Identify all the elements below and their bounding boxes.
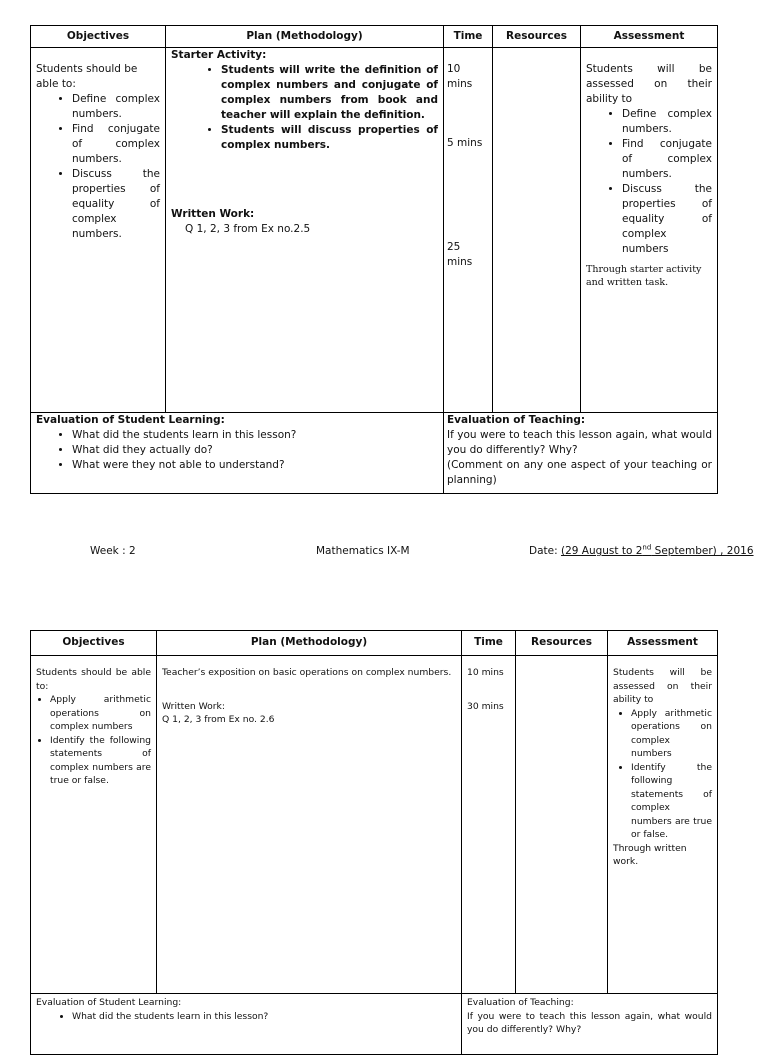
written-work-label: Written Work: [171,208,255,220]
header-assessment: Assessment [581,26,718,48]
assessment-cell [608,656,718,994]
time-value: 25 mins [447,241,473,268]
evaluation-teaching-label: Evaluation of Teaching: [467,997,574,1008]
assessment-cell [581,48,718,413]
evaluation-teaching-label: Evaluation of Teaching: [447,414,586,426]
resources-cell [516,656,608,994]
time-cell [462,656,516,994]
assessment-note: Through starter activity and written task. [586,264,702,288]
evaluation-learning-item: • What did the students learn in this lesson? [72,428,438,443]
header-time: Time [444,26,493,48]
subject-label: Mathematics IX-M [316,545,410,557]
evaluation-learning-item: • What were they not able to understand? [72,458,438,473]
assessment-item: • Discuss the properties of equality of complex numbers [622,182,712,257]
evaluation-learning-label: Evaluation of Student Learning: [36,414,225,426]
time-value: 30 mins [467,700,504,712]
header-objectives: Objectives [31,631,157,656]
header-resources: Resources [493,26,581,48]
evaluation-learning-cell [31,994,462,1055]
objectives-intro: Students should be able to: [36,667,151,692]
header-resources: Resources [516,631,608,656]
resources-cell [493,48,581,413]
assessment-item: • Find conjugate of complex numbers. [622,137,712,182]
plan-cell [157,656,462,994]
date-label: Date: [529,545,558,557]
time-value: 10 mins [467,667,504,678]
header-assessment: Assessment [608,631,718,656]
date-value: (29 August to 2nd September) , 2016 [560,543,754,557]
objective-item: • Identify the following statements of complex numbers are true or false. [50,734,151,788]
evaluation-teaching-text: If you were to teach this lesson again, what would you do differently? Why? [467,1010,712,1035]
objective-item: • Find conjugate of complex numbers. [72,122,160,167]
evaluation-learning-item: • What did the students learn in this lesson? [72,1010,456,1024]
evaluation-learning-label: Evaluation of Student Learning: [36,997,182,1008]
assessment-intro: Students will be assessed on their ability to [586,63,712,105]
assessment-item: • Define complex numbers. [622,107,712,137]
lesson-plan-table-1 [30,25,718,494]
header-time: Time [462,631,516,656]
evaluation-learning-item: • What did they actually do? [72,443,438,458]
assessment-note: Through written work. [613,842,687,867]
written-work-text: Q 1, 2, 3 from Ex no.2.5 [185,223,311,235]
assessment-item: • Apply arithmetic operations on complex numbers [631,707,712,761]
plan-cell [166,48,444,413]
written-work-text: Q 1, 2, 3 from Ex no. 2.6 [162,714,275,725]
time-value: 10 mins [447,63,473,90]
date-line [529,545,754,557]
header-plan: Plan (Methodology) [166,26,444,48]
evaluation-teaching-cell [444,413,718,494]
time-value: 5 mins [447,137,483,149]
evaluation-teaching-text: If you were to teach this lesson again, what would you do differently? Why? [447,429,712,456]
evaluation-teaching-note: (Comment on any one aspect of your teaching or planning) [447,459,712,486]
header-objectives: Objectives [31,26,166,48]
objective-item: • Discuss the properties of equality of complex numbers. [72,167,160,242]
starter-item: • Students will discuss properties of complex numbers. [221,123,438,153]
starter-item: • Students will write the definition of complex numbers and conjugate of complex numbers from book and teacher will explain the definition. [221,63,438,123]
evaluation-teaching-cell [462,994,718,1055]
header-plan: Plan (Methodology) [157,631,462,656]
objectives-intro: Students should be able to: [36,63,138,90]
evaluation-learning-cell [31,413,444,494]
starter-activity-label: Starter Activity: [171,49,267,61]
plan-text: Teacher’s exposition on basic operations on complex numbers. [162,667,452,678]
lesson-plan-table-2 [30,630,718,1055]
assessment-item: • Identify the following statements of complex numbers are true or false. [631,761,712,842]
objective-item: • Apply arithmetic operations on complex numbers [50,693,151,734]
objectives-cell [31,48,166,413]
objective-item: • Define complex numbers. [72,92,160,122]
assessment-intro: Students will be assessed on their ability to [613,667,712,705]
objectives-cell [31,656,157,994]
time-cell [444,48,493,413]
week-label: Week : 2 [90,545,136,557]
written-work-label: Written Work: [162,700,225,712]
